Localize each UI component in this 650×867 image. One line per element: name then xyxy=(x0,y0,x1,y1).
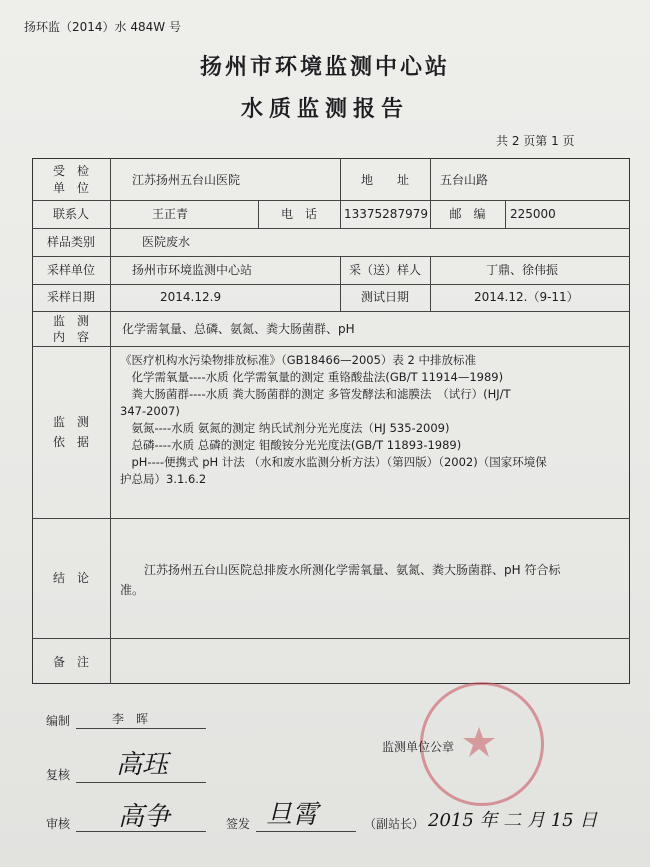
postcode-value: 225000 xyxy=(510,207,556,221)
basis-line: pH----便携式 pH 计法 （水和废水监测分析方法）（第四版）（2002)（国家环境保 xyxy=(120,455,547,469)
page-indicator: 共 2 页第 1 页 xyxy=(496,134,575,148)
items-label-1: 监 测 xyxy=(52,314,89,328)
signature-line xyxy=(76,782,206,783)
phone-value: 13375287979 xyxy=(344,207,428,221)
table-rule xyxy=(32,638,630,639)
sampling-date-value: 2014.12.9 xyxy=(160,290,222,304)
table-rule xyxy=(32,200,630,201)
approve-label: 签发 xyxy=(226,817,251,831)
basis-line: 粪大肠菌群----水质 粪大肠菌群的测定 多管发酵法和滤膜法 （试行）(HJ/T xyxy=(120,387,511,401)
review-signature: 高珏 xyxy=(116,750,169,780)
compiled-by-label: 编制 xyxy=(46,714,71,728)
stamp-label: 监测单位公章 xyxy=(382,740,455,754)
remarks-label: 备 注 xyxy=(52,655,89,669)
document-number: 扬环监（2014）水 484W 号 xyxy=(24,20,181,34)
approve-signature: 旦霄 xyxy=(266,800,319,830)
contact-value: 王正青 xyxy=(152,207,189,221)
audit-label: 审核 xyxy=(46,817,71,831)
table-rule xyxy=(340,200,341,228)
sampler-value: 丁鼎、徐伟振 xyxy=(486,263,559,277)
items-label-2: 内 容 xyxy=(52,330,89,344)
compiled-by-value: 李 晖 xyxy=(112,712,149,726)
table-rule xyxy=(430,158,431,200)
conclusion-line: 江苏扬州五台山医院总排废水所测化学需氧量、氨氮、粪大肠菌群、pH 符合标 xyxy=(120,563,561,577)
test-date-value: 2014.12.（9-11） xyxy=(474,290,579,304)
sampling-unit-value: 扬州市环境监测中心站 xyxy=(132,263,253,277)
table-rule xyxy=(32,228,630,229)
signature-line xyxy=(256,831,356,832)
basis-line: 化学需氧量----水质 化学需氧量的测定 重铬酸盐法(GB/T 11914—1989) xyxy=(120,370,504,384)
approver-title: （副站长） xyxy=(364,817,425,831)
contact-label: 联系人 xyxy=(52,207,89,221)
sample-type-label: 样品类别 xyxy=(46,235,95,249)
table-rule xyxy=(110,158,111,684)
test-date-label: 测试日期 xyxy=(360,290,409,304)
signature-line xyxy=(76,728,206,729)
address-value: 五台山路 xyxy=(440,173,489,187)
entrusted-unit-value: 江苏扬州五台山医院 xyxy=(132,173,241,187)
basis-text xyxy=(120,352,547,488)
sampling-date-label: 采样日期 xyxy=(46,290,95,304)
table-rule xyxy=(32,518,630,519)
items-value: 化学需氧量、总磷、氨氮、粪大肠菌群、pH xyxy=(122,322,355,336)
basis-label-2: 依 据 xyxy=(52,435,89,449)
audit-signature: 高争 xyxy=(118,802,171,832)
basis-line: 总磷----水质 总磷的测定 钼酸铵分光光度法(GB/T 11893-1989) xyxy=(120,438,462,452)
basis-line: 护总局）3.1.6.2 xyxy=(120,472,207,486)
table-rule xyxy=(430,256,431,311)
entrusted-unit-label-2: 单 位 xyxy=(52,181,89,195)
table-rule xyxy=(505,200,506,228)
address-label: 地 址 xyxy=(360,173,409,187)
basis-line: 氨氮----水质 氨氮的测定 纳氏试剂分光光度法（HJ 535-2009) xyxy=(120,421,450,435)
report-title-organization: 扬州市环境监测中心站 xyxy=(199,55,450,80)
entrusted-unit-label-1: 受 检 xyxy=(52,164,89,178)
basis-line: 《医疗机构水污染物排放标准》（GB18466—2005）表 2 中排放标准 xyxy=(120,353,477,367)
conclusion-line: 准。 xyxy=(120,583,145,597)
basis-label-1: 监 测 xyxy=(52,415,89,429)
report-title: 水质监测报告 xyxy=(240,97,409,122)
conclusion-text xyxy=(120,560,560,600)
seal-star-icon xyxy=(463,727,495,757)
basis-line: 347-2007) xyxy=(120,404,180,418)
table-rule xyxy=(32,346,630,347)
table-rule xyxy=(32,256,630,257)
review-label: 复核 xyxy=(46,768,71,782)
table-rule xyxy=(32,311,630,312)
sample-type-value: 医院废水 xyxy=(142,235,191,249)
sampling-unit-label: 采样单位 xyxy=(46,263,95,277)
table-rule xyxy=(32,284,630,285)
conclusion-label: 结 论 xyxy=(52,571,89,585)
issue-date-handwritten: 2015 年 二 月 15 日 xyxy=(428,810,598,831)
sampler-label: 采（送）样人 xyxy=(348,263,421,277)
phone-label: 电 话 xyxy=(280,207,317,221)
postcode-label: 邮 编 xyxy=(449,207,486,221)
